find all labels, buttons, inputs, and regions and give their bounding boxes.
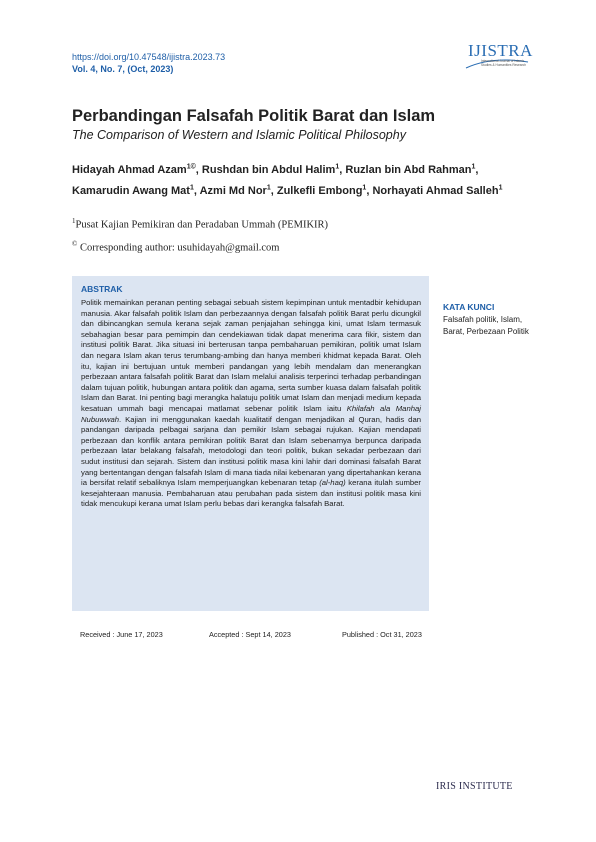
author-mark: 1: [266, 184, 271, 192]
author-item: [72, 164, 202, 176]
author-name: Hidayah Ahmad Azam: [72, 163, 187, 176]
author-separator: ,: [270, 184, 277, 197]
abstract-italic-term: (al-haq): [319, 478, 346, 488]
doi-link[interactable]: https://doi.org/10.47548/ijistra.2023.73: [72, 52, 226, 62]
affiliation-mark: 1: [72, 217, 76, 225]
copyright-icon: ©: [72, 240, 78, 248]
article-subtitle: The Comparison of Western and Islamic Political Philosophy: [72, 128, 406, 142]
logo-text: IJISTRA: [468, 41, 533, 60]
author-separator: ,: [366, 184, 373, 197]
author-name: Azmi Md Nor: [199, 184, 267, 197]
abstract-text-part: . Kajian ini menggunakan kaedah kualitatif dengan menjadikan al Quran, hadis dan pandangan daripada pelbagai sarjana dan pemikir Islam sebagai rujukan. Kajian mendapati perbezaan dan konflik antara pemikiran politik Barat dan Islam sebenarnya berpunca daripada perbezaan latar belakang falsafah, metodologi dan teori politik, bukan sekadar perbezaan dari sudut institusi dan sejarah. Sistem dan institusi politik masa kini lahir dari dominasi falsafah Barat yang bertentangan dengan falsafah Islam di mana tiada nilai kebenaran yang dipertahankan kerana ia bersifat relatif sebaliknya Islam memperjuangkan kebenaran tetap: [81, 414, 421, 488]
publisher-name: IRIS INSTITUTE: [436, 781, 513, 792]
author-name: Ruzlan bin Abd Rahman: [345, 163, 472, 176]
abstract-italic-term: Khilafah ala Manhaj Nubuwwah: [81, 403, 421, 424]
affiliation: [72, 217, 328, 231]
abstract-text: [81, 298, 421, 510]
author-separator: ,: [339, 163, 346, 176]
author-mark: 1: [471, 163, 476, 170]
author-name: Zulkefli Embong: [276, 184, 363, 197]
abstract-text-part: Politik memainkan peranan penting sebagai sebuah sistem kepimpinan untuk mentadbir kehidupan manusia. Akar falsafah politik Islam dan perbezaannya dengan falsafah politik Barat perlu dicungkil dan dibincangkan semula kerana sejak zaman penjajahan sehingga kini, umat Islam termasuk sebahagian besar para pemimpin dan cendekiawan tidak dapat menerima cara fikir, sistem dan institusi politik Barat. Jika situasi ini berterusan tanpa pembaharuan pemikiran, politik umat Islam dan negara Islam akan terus terumbang-ambing dan hanya memberi khidmat kepada Barat. Oleh itu, kajian ini bertujuan untuk memberi pandangan yang lebih mendalam dan menerangkan perbezaan antara falsafah politik Barat dan Islam melalui analisis terperinci terhadap perbandingan dalam tujuan politik, hubungan antara politik dan agama, serta sumber kuasa dalam falsafah politik Islam dan Barat. Ini penting bagi merangka halatuju politik umat Islam dan menjadi medium kepada kesatuan ummah bagi mencapai matlamat sebenar politik Islam iaitu: [81, 298, 421, 413]
volume-info: Vol. 4, No. 7, (Oct, 2023): [72, 64, 174, 74]
journal-logo: [462, 38, 532, 72]
author-name: Kamarudin Awang Mat: [72, 184, 190, 197]
corresponding-author: [72, 240, 279, 254]
abstract-box: [72, 276, 429, 611]
author-list: [72, 158, 532, 200]
author-mark: 1©: [186, 163, 196, 170]
author-mark: 1: [362, 184, 367, 192]
author-name: Norhayati Ahmad Salleh: [372, 184, 499, 197]
author-mark: 1: [189, 184, 194, 192]
accepted-date: Accepted : Sept 14, 2023: [209, 630, 291, 639]
author-separator: ,: [193, 184, 200, 197]
author-name: Rushdan bin Abdul Halim: [201, 163, 336, 176]
affiliation-text: Pusat Kajian Pemikiran dan Peradaban Ummah (PEMIKIR): [75, 219, 329, 231]
author-mark: 1: [498, 184, 503, 192]
author-separator: ,: [195, 163, 202, 176]
author-item: [200, 185, 277, 197]
author-item: [277, 185, 373, 197]
keywords-heading: KATA KUNCI: [443, 302, 495, 312]
corresponding-text: Corresponding author: usuhidayah@gmail.com: [79, 242, 280, 254]
logo-subtitle: International Journal of Islamic Studies & Humanities Research: [481, 59, 527, 67]
abstract-heading: ABSTRAK: [81, 284, 123, 294]
abstract-text-part: kerana itulah sumber kesejahteraan manusia. Pembaharuan atau perubahan pada sistem dan institusi politik masa kini tidak mencukupi kerana umat Islam perlu bebas dari kerangka falsafah Barat.: [81, 478, 421, 509]
author-mark: 1: [335, 163, 340, 170]
received-date: Received : June 17, 2023: [80, 630, 163, 639]
author-item: [345, 164, 478, 176]
keywords-text: Falsafah politik, Islam, Barat, Perbezaan Politik: [443, 315, 529, 336]
author-item: [372, 185, 502, 197]
author-separator: ,: [475, 163, 479, 176]
article-title: Perbandingan Falsafah Politik Barat dan Islam: [72, 107, 436, 125]
author-item: [202, 164, 345, 176]
author-item: [72, 185, 200, 197]
published-date: Published : Oct 31, 2023: [342, 630, 422, 639]
